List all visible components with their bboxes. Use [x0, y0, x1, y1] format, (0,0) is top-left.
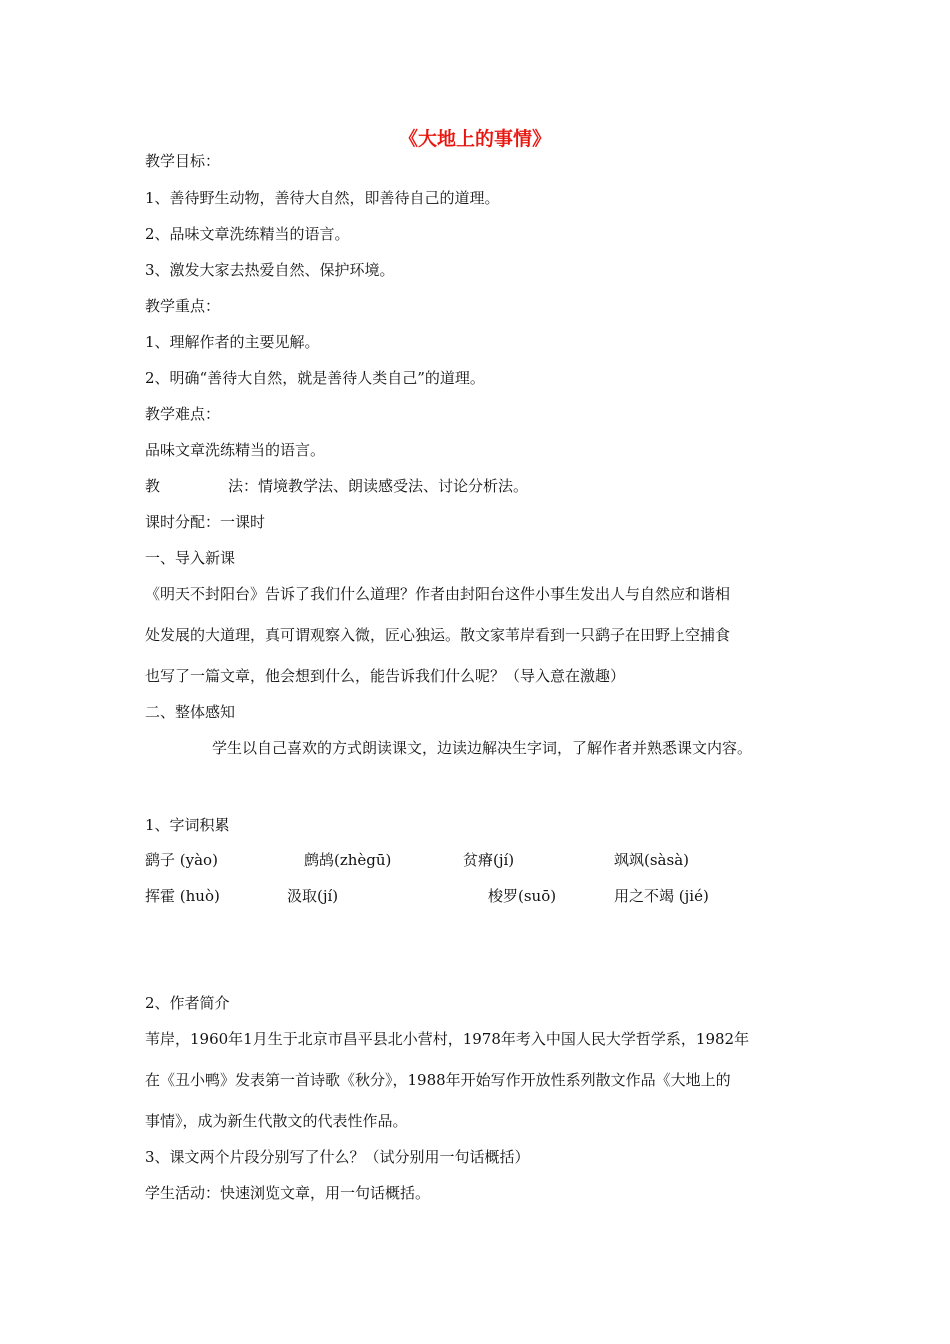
perceive-text: 学生以自己喜欢的方式朗读课文，边读边解决生字词，了解作者并熟悉课文内容。 [212, 739, 753, 757]
method-label: 教 [145, 477, 161, 495]
author-heading: 2、作者简介 [145, 994, 230, 1012]
goal-item: 3、激发大家去热爱自然、保护环境。 [145, 261, 395, 279]
goal-item: 1、善待野生动物，善待大自然，即善待自己的道理。 [145, 189, 500, 207]
focus-item: 1、理解作者的主要见解。 [145, 333, 320, 351]
difficulty-heading: 教学难点： [145, 405, 221, 423]
goals-heading: 教学目标： [145, 152, 221, 170]
document-title: 《大地上的事情》 [398, 128, 551, 150]
author-line: 苇岸，1960年1月生于北京市昌平县北小营村，1978年考入中国人民大学哲学系，1982年 [145, 1030, 750, 1048]
section1-heading: 一、导入新课 [145, 549, 236, 567]
method-text: 法：情境教学法、朗读感受法、讨论分析法。 [228, 477, 529, 495]
question-3: 3、课文两个片段分别写了什么？（试分别用一句话概括） [145, 1148, 530, 1166]
goal-item: 2、品味文章洗练精当的语言。 [145, 225, 350, 243]
author-line: 事情》，成为新生代散文的代表性作品。 [145, 1112, 408, 1130]
activity-text: 学生活动：快速浏览文章，用一句话概括。 [145, 1184, 431, 1202]
intro-line: 处发展的大道理，真可谓观察入微，匠心独运。散文家苇岸看到一只鹞子在田野上空捕食 [145, 626, 731, 644]
vocab-word: 梭罗(suō) [488, 887, 557, 905]
vocab-word: 用之不竭 (jié) [614, 887, 709, 905]
intro-line: 也写了一篇文章，他会想到什么，能告诉我们什么呢？（导入意在激趣） [145, 667, 626, 685]
vocab-word: 鹧鸪(zhègū) [304, 851, 392, 869]
hours-text: 课时分配：一课时 [145, 513, 266, 531]
vocab-word: 飒飒(sàsà) [614, 851, 689, 869]
vocab-word: 鹞子 (yào) [145, 851, 218, 869]
vocab-word: 挥霍 (huò) [145, 887, 220, 905]
focus-item: 2、明确“善待大自然，就是善待人类自己”的道理。 [145, 369, 485, 387]
vocab-word: 贫瘠(jí) [463, 851, 515, 869]
vocab-heading: 1、字词积累 [145, 816, 230, 834]
intro-line: 《明天不封阳台》告诉了我们什么道理？作者由封阳台这件小事生发出人与自然应和谐相 [145, 585, 731, 603]
focus-heading: 教学重点： [145, 297, 221, 315]
author-line: 在《丑小鸭》发表第一首诗歌《秋分》，1988年开始写作开放性系列散文作品《大地上的 [145, 1071, 731, 1089]
vocab-word: 汲取(jí) [287, 887, 339, 905]
difficulty-text: 品味文章洗练精当的语言。 [145, 441, 326, 459]
section2-heading: 二、整体感知 [145, 703, 236, 721]
